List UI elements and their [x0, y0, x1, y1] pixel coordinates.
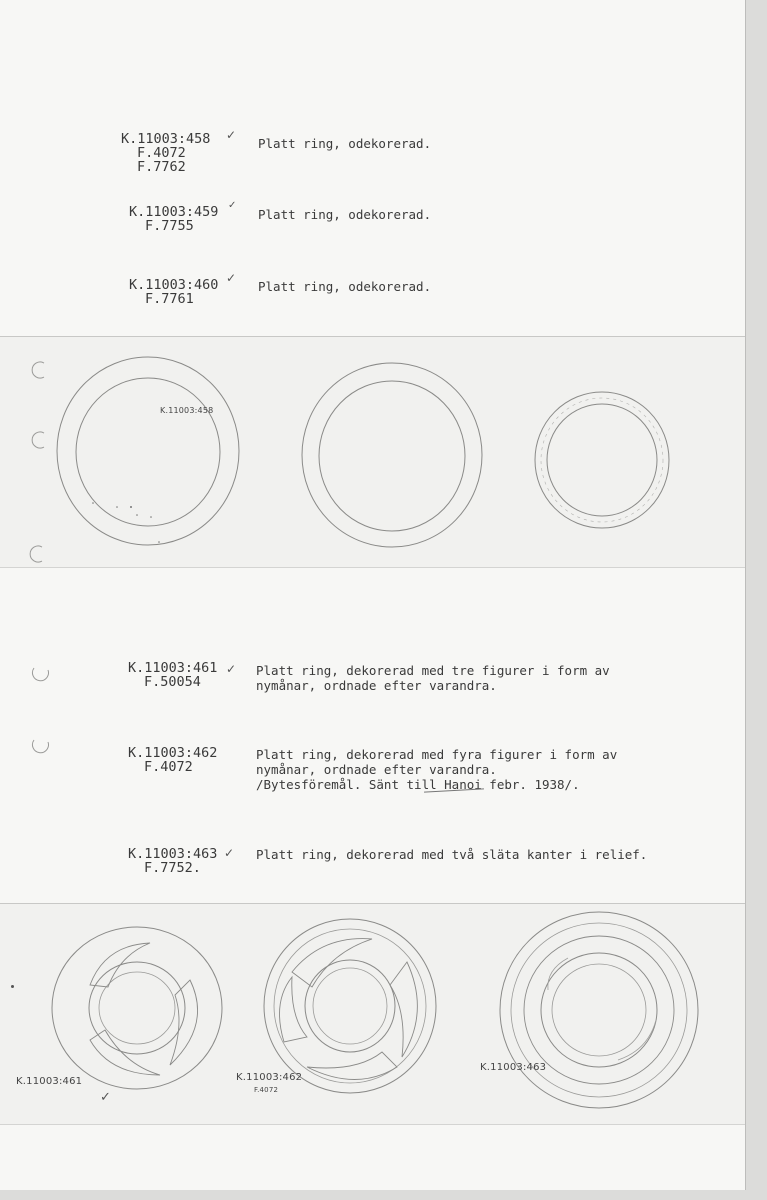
catalog-number: K.11003:462 [128, 745, 218, 761]
catalog-number: K.11003:460 [129, 277, 219, 293]
catalog-entry-461 [128, 661, 217, 689]
catalog-number: K.11003:458 [121, 131, 211, 147]
catalog-number: K.11003:461 [128, 660, 218, 676]
drawing-label-462-sub: F.4072 [254, 1086, 279, 1094]
check-mark-icon: ✓ [226, 271, 237, 285]
drawing-label-458: K.11003:458 [160, 406, 214, 415]
binder-hole-icon [28, 430, 48, 450]
drawing-label-461: K.11003:461 [16, 1076, 83, 1087]
binder-hole-icon [28, 360, 48, 380]
find-number: F.4072 [137, 145, 186, 161]
catalog-number: K.11003:459 [129, 204, 219, 220]
check-mark-icon: ✓ [100, 1090, 111, 1105]
ring-drawing-462 [262, 917, 438, 1095]
ring-drawing-460 [533, 390, 671, 530]
check-mark-icon: ✓ [226, 662, 237, 676]
description-463: Platt ring, dekorerad med två släta kanter i relief. [256, 847, 648, 862]
find-number: F.7755 [145, 218, 194, 234]
description-459: Platt ring, odekorerad. [258, 207, 432, 222]
check-mark-icon: ✓ [228, 200, 237, 211]
ring-drawing-463 [498, 910, 700, 1110]
catalog-entry-458 [121, 132, 210, 174]
description-461: Platt ring, dekorerad med tre figurer i form av nymånar, ordnade efter varandra. [256, 663, 610, 693]
catalog-entry-460 [129, 278, 218, 306]
find-number: F.7761 [145, 291, 194, 307]
description-458: Platt ring, odekorerad. [258, 136, 432, 151]
catalog-number: K.11003:463 [128, 846, 218, 862]
catalog-entry-462 [128, 746, 217, 774]
drawing-label-462: K.11003:462 [236, 1072, 303, 1083]
catalog-entry-463 [128, 847, 217, 875]
description-462: Platt ring, dekorerad med fyra figurer i form av nymånar, ordnade efter varandra. /Bytesföremål. Sänt till Hanoi febr. 1938/. [256, 747, 618, 792]
find-number: F.50054 [144, 674, 201, 690]
find-number: F.7752. [144, 860, 201, 876]
binder-hole-icon [26, 544, 46, 564]
stray-dot [11, 985, 14, 988]
find-number: F.4072 [144, 759, 193, 775]
drawing-label-463: K.11003:463 [480, 1062, 547, 1073]
ring-drawing-458 [55, 355, 241, 547]
binder-hole-icon [30, 736, 50, 756]
ring-drawing-461 [50, 925, 224, 1091]
check-mark-icon: ✓ [224, 846, 235, 860]
description-460: Platt ring, odekorerad. [258, 279, 432, 294]
catalog-entry-459 [129, 205, 218, 233]
find-number: F.7762 [137, 159, 186, 175]
check-mark-icon: ✓ [226, 128, 237, 142]
ring-drawing-459 [300, 362, 484, 548]
binder-hole-icon [30, 664, 50, 684]
